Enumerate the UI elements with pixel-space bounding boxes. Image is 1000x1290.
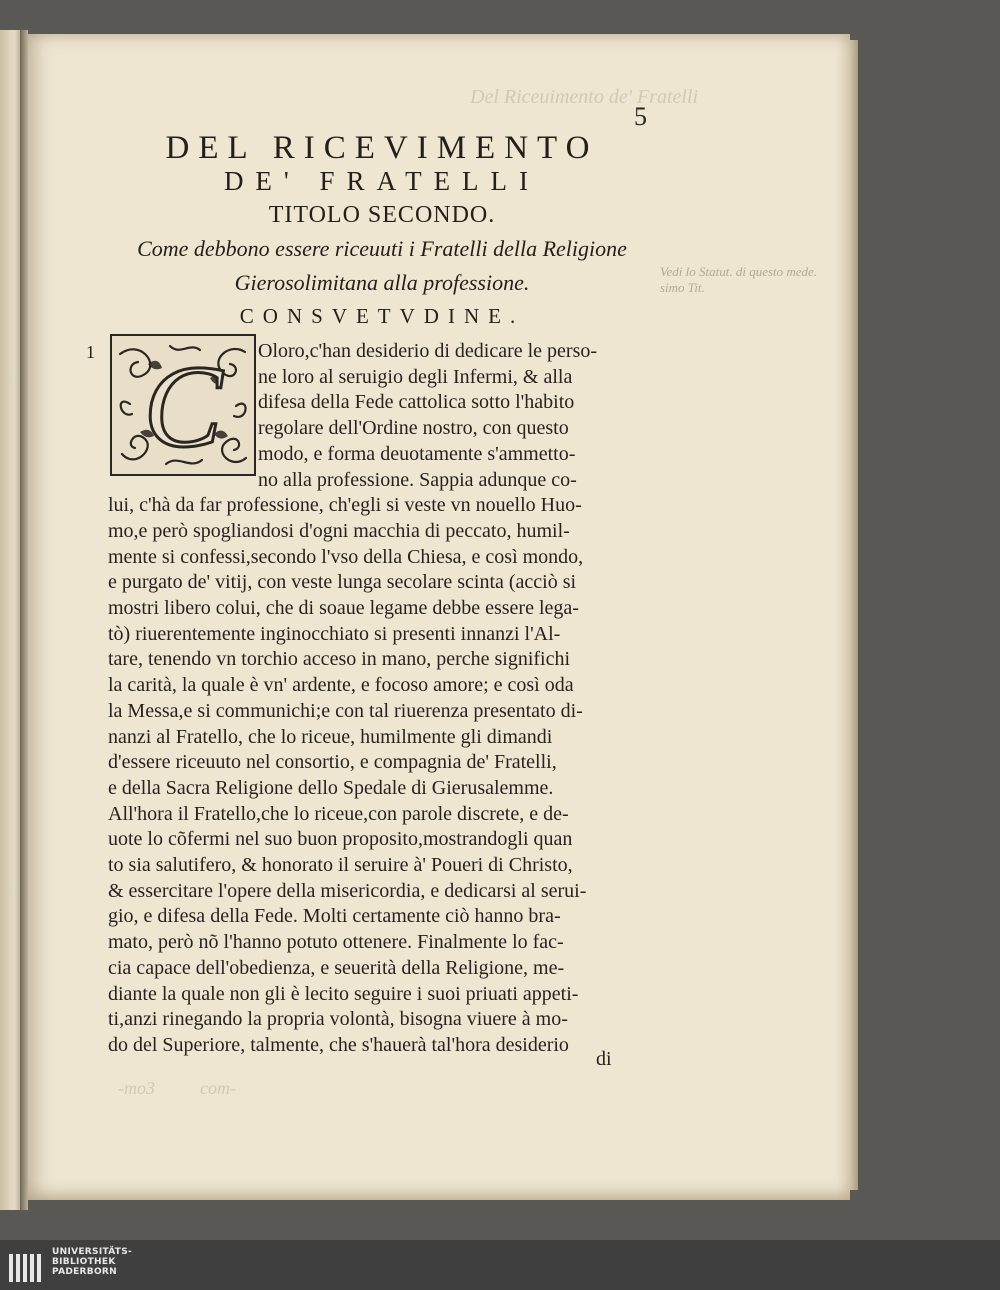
catchword: di bbox=[596, 1048, 612, 1070]
text-line: mente si confessi,secondo l'vso della Chiesa, e così mondo, bbox=[108, 545, 584, 568]
text-line: ne loro al seruigio degli Infermi, & alla bbox=[258, 365, 573, 388]
section-heading: CONSVETVDINE. bbox=[239, 304, 525, 328]
bleed-through-header: Del Riceuimento de' Fratelli bbox=[470, 86, 699, 108]
text-line: tò) riuerentemente inginocchiato si presenti innanzi l'Al- bbox=[108, 622, 561, 645]
text-line: modo, e forma deuotamente s'ammetto- bbox=[258, 442, 576, 465]
text-line: tare, tenendo vn torchio acceso in mano, perche significhi bbox=[108, 648, 571, 671]
library-logo-icon bbox=[8, 1246, 48, 1284]
chapter-title-line2: DE' FRATELLI bbox=[223, 166, 541, 196]
text-line: la Messa,e si communichi;e con tal riuerenza presentato di- bbox=[108, 699, 583, 722]
text-line: diante la quale non gli è lecito seguire i suoi priuati appeti- bbox=[108, 982, 579, 1005]
rubric-line1: Come debbono essere riceuuti i Fratelli della Religione bbox=[137, 236, 627, 261]
text-line: gio, e difesa della Fede. Molti certamente ciò hanno bra- bbox=[108, 905, 561, 928]
text-line: lui, c'hà da far professione, ch'egli si veste vn nouello Huo- bbox=[108, 494, 582, 517]
paragraph-number: 1 bbox=[86, 342, 95, 362]
text-line: ti,anzi rinegando la propria volontà, bisogna viuere à mo- bbox=[108, 1008, 568, 1031]
text-line: no alla professione. Sappia adunque co- bbox=[258, 468, 577, 491]
rubric-line2: Gierosolimitana alla professione. bbox=[234, 270, 530, 295]
page-number: 5 bbox=[634, 102, 647, 131]
chapter-subtitle: TITOLO SECONDO. bbox=[268, 202, 496, 228]
decorated-initial-icon bbox=[110, 334, 256, 476]
text-line: difesa della Fede cattolica sotto l'habito bbox=[258, 391, 575, 414]
library-logo-text: UNIVERSITÄTS- BIBLIOTHEK PADERBORN bbox=[52, 1247, 133, 1277]
svg-text:C: C bbox=[143, 341, 223, 472]
book-gutter bbox=[20, 30, 28, 1210]
text-line: la carità, la quale è vn' ardente, e focoso amore; e così oda bbox=[108, 674, 574, 697]
text-line: e purgato de' vitij, con veste lunga secolare scinta (acciò si bbox=[108, 571, 577, 594]
text-line: mato, però nõ l'hanno potuto ottenere. Finalmente lo fac- bbox=[108, 931, 564, 954]
text-line: nanzi al Fratello, che lo riceue, humilmente gli dimandi bbox=[108, 725, 553, 748]
text-line: All'hora il Fratello,che lo riceue,con parole discrete, e de- bbox=[108, 802, 569, 825]
text-line: regolare dell'Ordine nostro, con questo bbox=[258, 417, 569, 440]
chapter-title: DEL RICEVIMENTO bbox=[165, 130, 599, 166]
text-line: cia capace dell'obedienza, e seuerità della Religione, me- bbox=[108, 956, 565, 979]
library-footer bbox=[0, 1240, 1000, 1290]
bleed-through-bottom: -mo3 com- bbox=[118, 1078, 236, 1098]
bleed-through-margin-note: Vedi lo Statut. di questo mede. simo Tit. bbox=[660, 264, 818, 295]
text-line: mostri libero colui, che di soaue legame debbe essere lega- bbox=[108, 597, 579, 619]
text-line: uote lo cõfermi nel suo buon proposito,mostrandogli quan bbox=[108, 828, 573, 851]
text-line: do del Superiore, talmente, che s'hauerà tal'hora desiderio bbox=[108, 1033, 569, 1056]
text-line: mo,e però spogliandosi d'ogni macchia di peccato, humil- bbox=[108, 519, 570, 542]
text-line: to sia salutifero, & honorato il seruire à' Poueri di Christo, bbox=[108, 854, 573, 876]
text-line: e della Sacra Religione dello Spedale di Gierusalemme. bbox=[108, 776, 554, 799]
text-line: d'essere riceuuto nel consortio, e compagnia de' Fratelli, bbox=[108, 751, 557, 774]
page-fore-edge bbox=[850, 40, 858, 1190]
text-line: & essercitare l'opere della misericordia, e dedicarsi al serui- bbox=[108, 879, 587, 902]
text-line: Oloro,c'han desiderio di dedicare le perso- bbox=[258, 340, 598, 362]
